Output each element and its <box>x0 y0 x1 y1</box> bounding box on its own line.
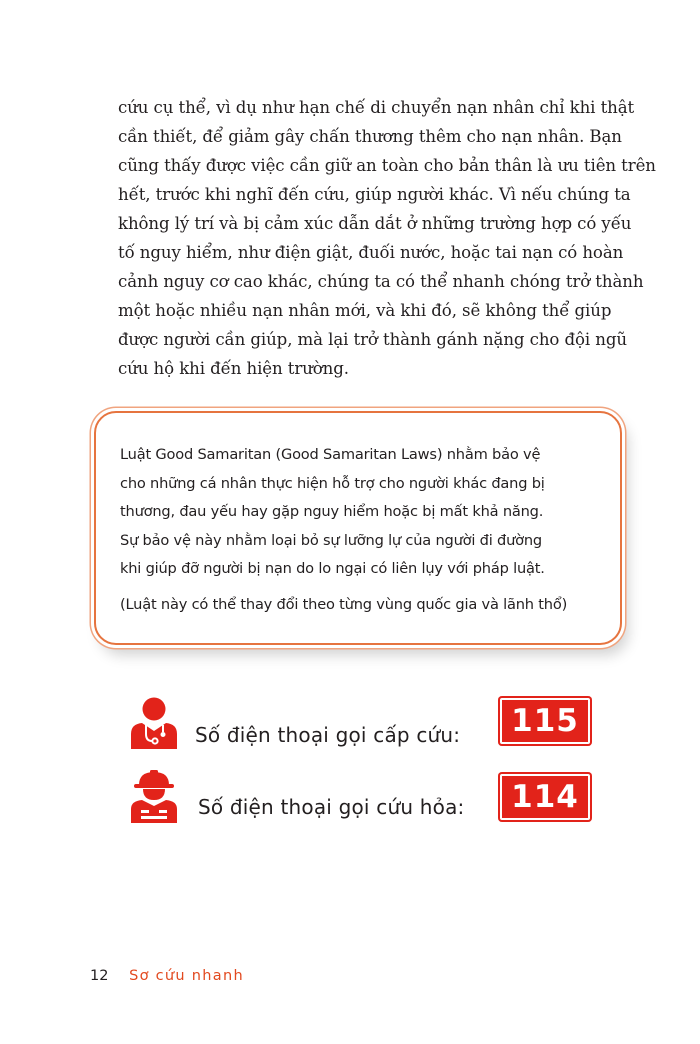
body-paragraph <box>118 93 656 383</box>
firefighter-icon <box>128 768 180 824</box>
doctor-icon <box>128 696 180 750</box>
hotline-label: Số điện thoại gọi cấp cứu: <box>195 723 461 747</box>
body-line: cứu cụ thể, vì dụ như hạn chế di chuyển nạn nhân chỉ khi thật <box>118 98 635 117</box>
page-number: 12 <box>90 968 109 984</box>
body-line: cũng thấy được việc cần giữ an toàn cho bản thân là ưu tiên trên <box>118 156 656 175</box>
body-line: cứu hộ khi đến hiện trường. <box>118 359 349 378</box>
hotline-number: 114 <box>498 772 592 822</box>
body-line: cần thiết, để giảm gây chấn thương thêm cho nạn nhân. Bạn <box>118 127 622 146</box>
body-line: không lý trí và bị cảm xúc dẫn dắt ở những trường hợp có yếu <box>118 214 632 233</box>
info-line: khi giúp đỡ người bị nạn do lo ngại có liên lụy với pháp luật. <box>120 560 545 577</box>
body-line: hết, trước khi nghĩ đến cứu, giúp người khác. Vì nếu chúng ta <box>118 185 631 204</box>
page-footer <box>90 968 244 984</box>
hotline-number: 115 <box>498 696 592 746</box>
body-line: cảnh nguy cơ cao khác, chúng ta có thể nhanh chóng trở thành <box>118 272 644 291</box>
hotline-label: Số điện thoại gọi cứu hỏa: <box>198 795 465 819</box>
body-line: một hoặc nhiều nạn nhân mới, và khi đó, sẽ không thể giúp <box>118 301 612 320</box>
body-line: được người cần giúp, mà lại trở thành gánh nặng cho đội ngũ <box>118 330 627 349</box>
info-box-note: (Luật này có thể thay đổi theo từng vùng quốc gia và lãnh thổ) <box>120 596 568 613</box>
info-line: cho những cá nhân thực hiện hỗ trợ cho người khác đang bị <box>120 474 545 492</box>
info-line: Sự bảo vệ này nhằm loại bỏ sự lưỡng lự của người đi đường <box>120 531 542 549</box>
good-samaritan-info-box <box>94 411 622 645</box>
info-line: thương, đau yếu hay gặp nguy hiểm hoặc bị mất khả năng. <box>120 503 544 520</box>
info-line: Luật Good Samaritan (Good Samaritan Laws) nhằm bảo vệ <box>120 446 541 463</box>
hotline-fire <box>0 768 700 838</box>
hotline-ambulance <box>0 696 700 766</box>
book-title: Sơ cứu nhanh <box>129 968 244 984</box>
body-line: tố nguy hiểm, như điện giật, đuối nước, hoặc tai nạn có hoàn <box>118 243 624 262</box>
info-box-text <box>120 441 606 584</box>
